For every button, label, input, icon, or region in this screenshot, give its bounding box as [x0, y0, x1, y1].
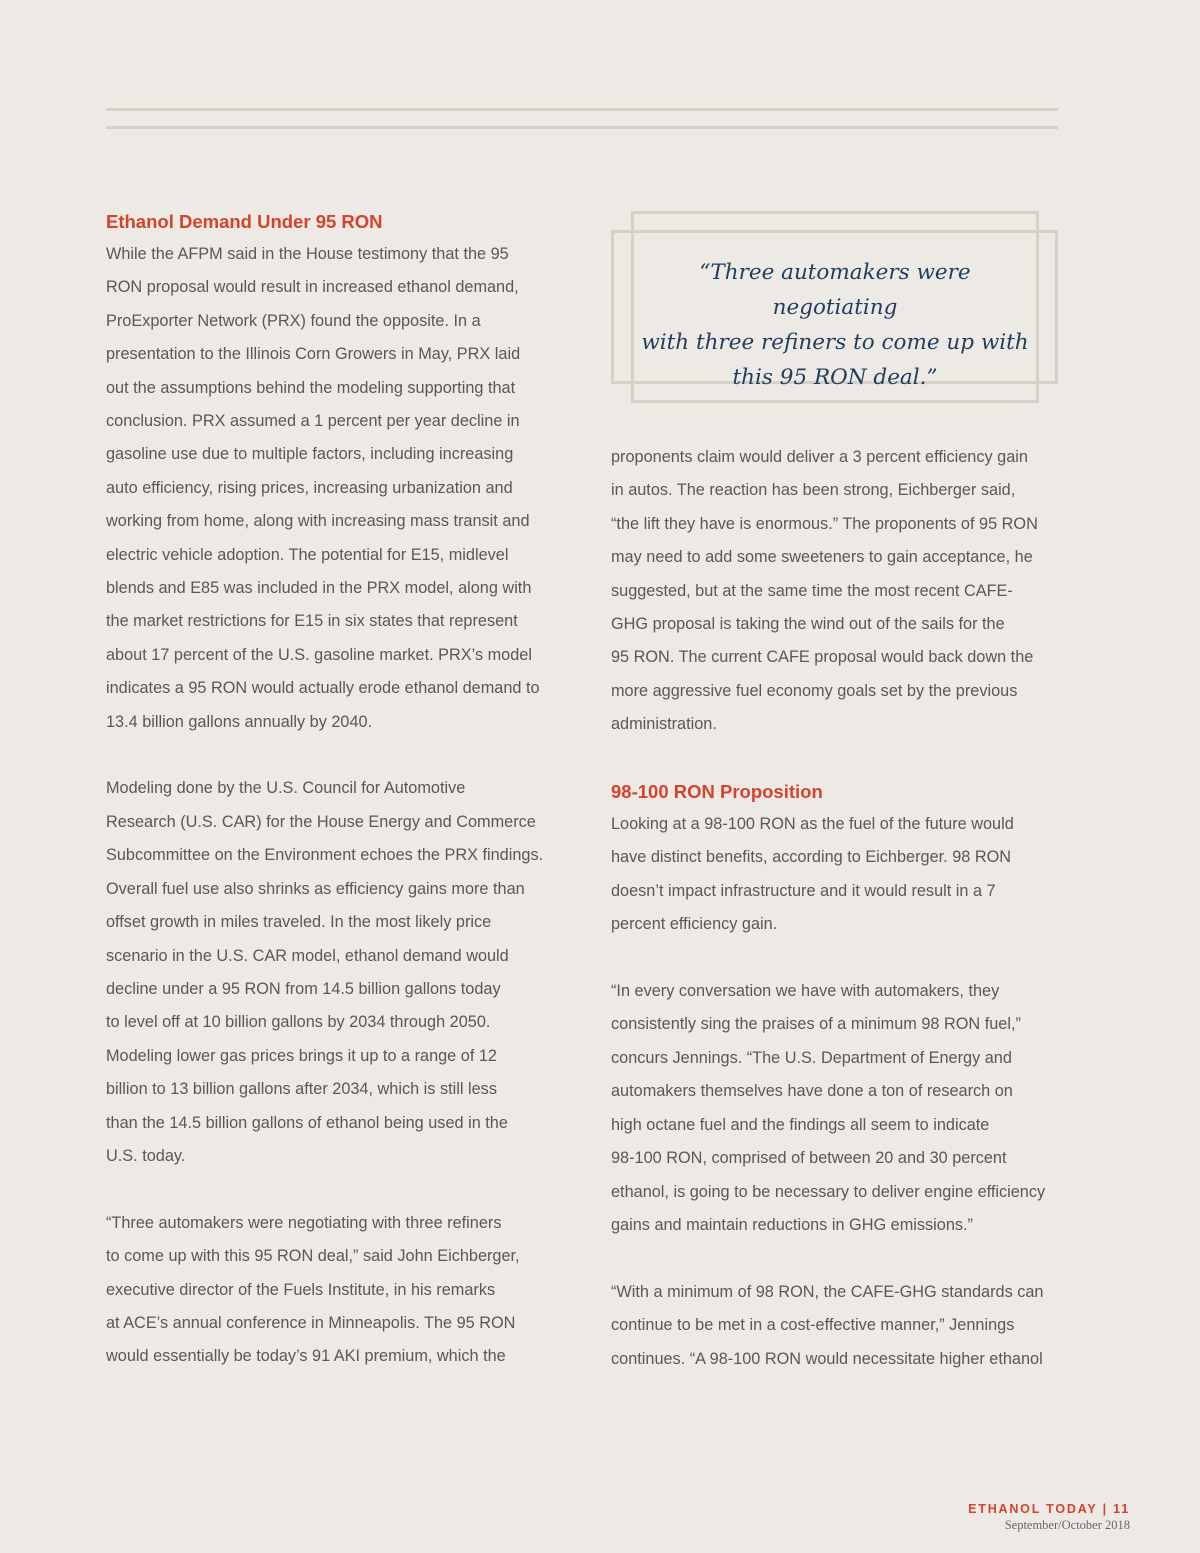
- right-paragraph-4: “With a minimum of 98 RON, the CAFE-GHG standards can continue to be met in a cost-effective manner,” Jennings continues. “A 98-100 RON would necessitate higher ethanol: [611, 1282, 1044, 1368]
- right-column: [611, 441, 1063, 1376]
- right-paragraph-3: “In every conversation we have with automakers, they consistently sing the praises of a minimum 98 RON fuel,” concurs Jennings. “The U.S. Department of Energy and automakers themselves have done a ton of research on high octane fuel and the findings all seem to indicate 98-100 RON, comprised of between 20 and 30 percent ethanol, is going to be necessary to deliver engine efficiency gains and maintain reductions in GHG emissions.”: [611, 982, 1046, 1234]
- left-paragraph-1: While the AFPM said in the House testimony that the 95 RON proposal would result in increased ethanol demand, ProExporter Network (PRX) found the opposite. In a presentation to the Illinois Corn Growers in May, PRX laid out the assumptions behind the modeling supporting that conclusion. PRX assumed a 1 percent per year decline in gasoline use due to multiple factors, including increasing auto efficiency, rising prices, increasing urbanization and working from home, along with increasing mass transit and electric vehicle adoption. The potential for E15, midlevel blends and E85 was included in the PRX model, along with the market restrictions for E15 in six states that represent about 17 percent of the U.S. gasoline market. PRX’s model indicates a 95 RON would actually erode ethanol demand to 13.4 billion gallons annually by 2040.: [106, 245, 540, 731]
- left-paragraph-2: Modeling done by the U.S. Council for Automotive Research (U.S. CAR) for the House Energy and Commerce Subcommittee on the Environment echoes the PRX findings. Overall fuel use also shrinks as efficiency gains more than offset growth in miles traveled. In the most likely price scenario in the U.S. CAR model, ethanol demand would decline under a 95 RON from 14.5 billion gallons today to level off at 10 billion gallons by 2034 through 2050. Modeling lower gas prices brings it up to a range of 12 billion to 13 billion gallons after 2034, which is still less than the 14.5 billion gallons of ethanol being used in the U.S. today.: [106, 779, 544, 1165]
- left-paragraph-3: “Three automakers were negotiating with three refiners to come up with this 95 RON deal,” said John Eichberger, executive director of the Fuels Institute, in his remarks at ACE’s annual conference in Minneapolis. The 95 RON would essentially be today’s 91 AKI premium, which the: [106, 1213, 520, 1366]
- right-paragraph-1: proponents claim would deliver a 3 percent efficiency gain in autos. The reaction has been strong, Eichberger said, “the lift they have is enormous.” The proponents of 95 RON may need to add some sweeteners to gain acceptance, he suggested, but at the same time the most recent CAFE- GHG proposal is taking the wind out of the sails for the 95 RON. The current CAFE proposal would back down the more aggressive fuel economy goals set by the previous administration.: [611, 448, 1038, 734]
- header-rule-bottom: [106, 126, 1058, 129]
- pull-quote: [611, 211, 1059, 403]
- section-heading-95-ron: Ethanol Demand Under 95 RON: [106, 211, 383, 232]
- footer-brand-page-number: ETHANOL TODAY | 11: [968, 1502, 1130, 1516]
- right-paragraph-2: Looking at a 98-100 RON as the fuel of the future would have distinct benefits, according to Eichberger. 98 RON doesn’t impact infrastructure and it would result in a 7 percent efficiency gain.: [611, 815, 1014, 934]
- header-rule-top: [106, 108, 1058, 111]
- left-column: [106, 205, 558, 1374]
- page-footer: [968, 1500, 1130, 1532]
- footer-issue-date: September/October 2018: [1004, 1518, 1130, 1532]
- section-heading-98-100-ron: 98-100 RON Proposition: [611, 781, 823, 803]
- pull-quote-text: “Three automakers were negotiating with three refiners to come up with this 95 RON deal.”: [641, 260, 1029, 390]
